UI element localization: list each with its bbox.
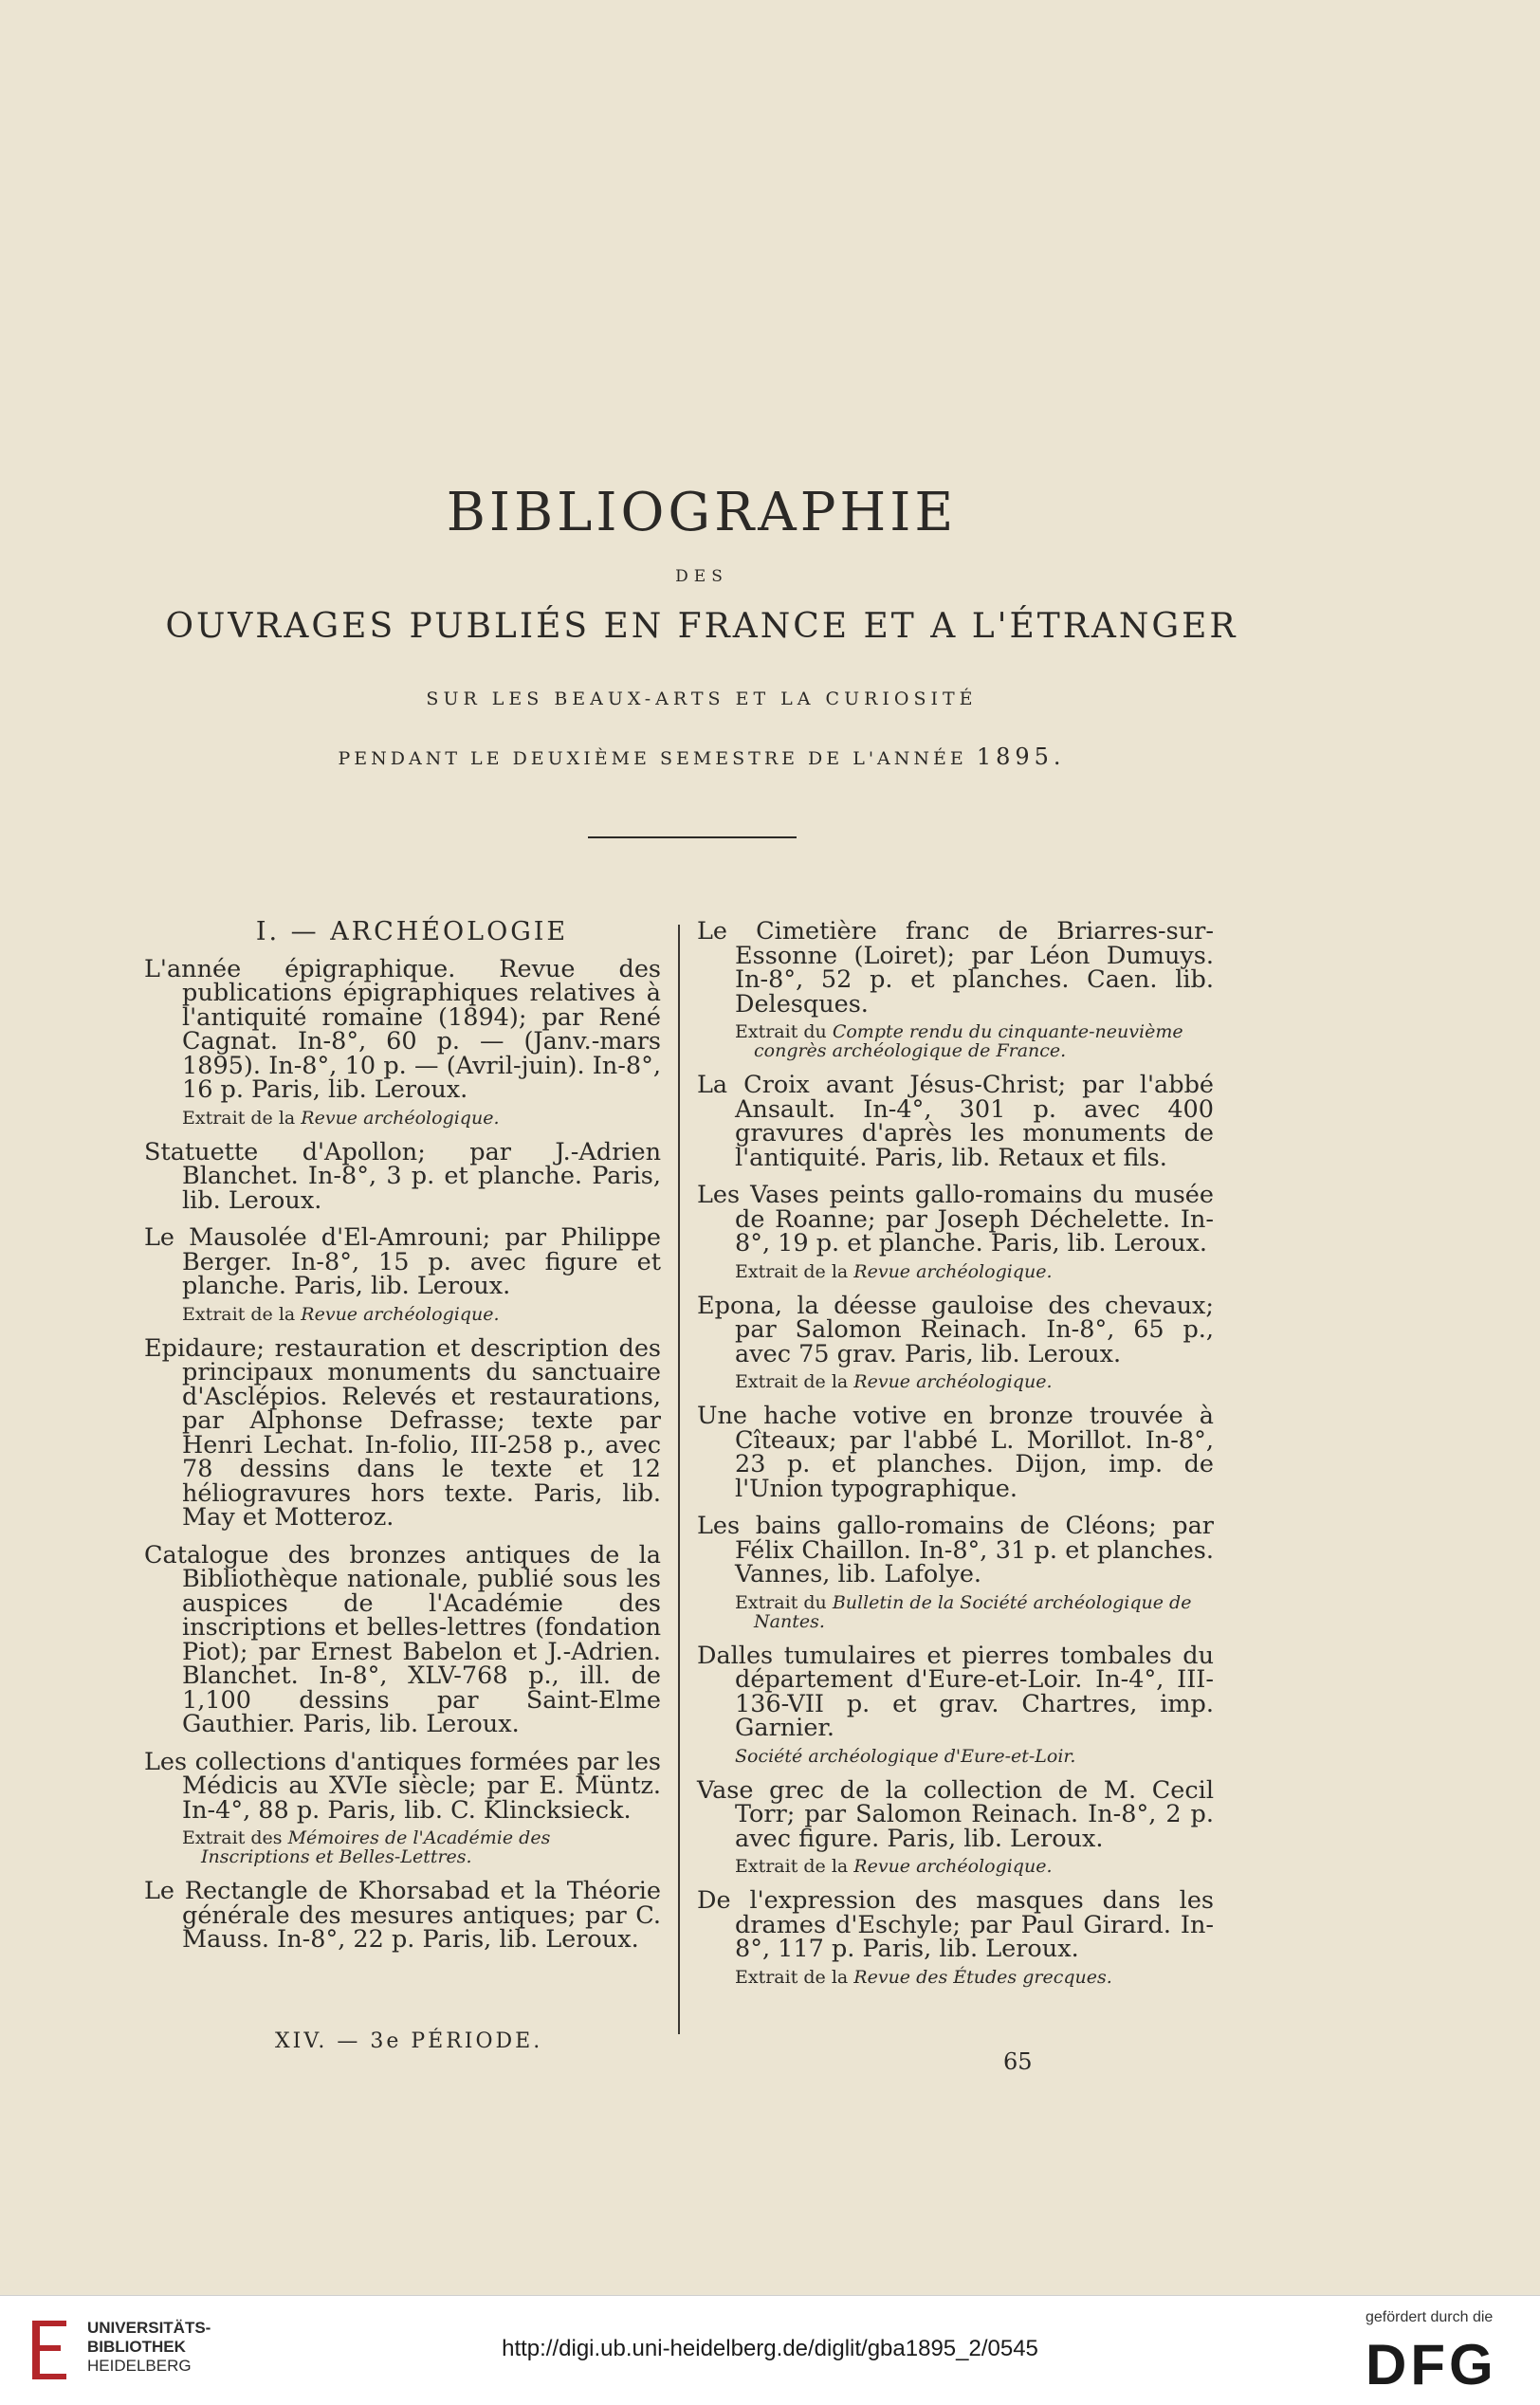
bibliography-entry: La Croix avant Jésus-Christ; par l'abbé Ansault. In-4°, 301 p. avec 400 gravures d'après les monuments de l'antiquité. Paris, lib. Retaux et fils.	[697, 1071, 1214, 1172]
extract-source: Revue archéologique.	[853, 1856, 1053, 1877]
bibliography-entry: Une hache votive en bronze trouvée à Cîteaux; par l'abbé L. Morillot. In-8°, 23 p. et planches. Dijon, imp. de l'Union typographique.	[697, 1402, 1214, 1503]
title-rule	[588, 836, 797, 838]
bibliography-entry: Les bains gallo-romains de Cléons; par Félix Chaillon. In-8°, 31 p. et planches. Vannes, lib. Lafolye.	[697, 1512, 1214, 1588]
viewer-bar	[0, 2295, 1540, 2405]
bibliography-entry: De l'expression des masques dans les drames d'Eschyle; par Paul Girard. In-8°, 117 p. Paris, lib. Leroux.	[697, 1886, 1214, 1963]
extract-source: Compte rendu du cinquante-neuvième congrès archéologique de France.	[754, 1021, 1183, 1061]
bibliography-entry: Statuette d'Apollon; par J.-Adrien Blanchet. In-8°, 3 p. et planche. Paris, lib. Leroux.	[144, 1137, 661, 1215]
extract-source: Bulletin de la Société archéologique de Nantes.	[754, 1591, 1192, 1632]
bibliography-entry: Epidaure; restauration et description des principaux monuments du sanctuaire d'Asclépios. Relevés et restaurations, par Alphonse Defrasse; texte par Henri Lechat. In-folio, III-258 p., avec 78 dessins dans le texte et 12 héliogravures hors texte. Paris, lib. May et Motteroz.	[144, 1333, 661, 1532]
title-des: DES	[675, 567, 728, 586]
extract-note	[697, 1747, 1214, 1766]
extract-source: Revue archéologique.	[301, 1303, 500, 1325]
extract-prefix: Extrait de la	[735, 1966, 854, 1988]
extract-note	[144, 1305, 661, 1324]
extract-prefix: Extrait de la	[735, 1260, 854, 1282]
period-year: 1895.	[976, 744, 1066, 770]
topic-line: SUR LES BEAUX-ARTS ET LA CURIOSITÉ	[426, 688, 978, 709]
bibliography-entry: Les Vases peints gallo-romains du musée de Roanne; par Joseph Déchelette. In-8°, 19 p. et planche. Paris, lib. Leroux.	[697, 1181, 1214, 1258]
extract-note	[697, 1262, 1214, 1281]
bibliography-entry: Catalogue des bronzes antiques de la Bibliothèque nationale, publié sous les auspices de l'Académie des inscriptions et belles-lettres (fondation Piot); par Ernest Babelon et J.-Adrien. Blanchet. In-8°, XLV-768 p., ill. de 1,100 dessins par Saint-Elme Gauthier. Paris, lib. Leroux.	[144, 1540, 661, 1738]
right-entries	[697, 917, 1214, 1988]
extract-prefix: Extrait du	[735, 1021, 833, 1042]
bibliography-entry: Vase grec de la collection de M. Cecil Torr; par Salomon Reinach. In-8°, 2 p. avec figure. Paris, lib. Leroux.	[697, 1775, 1214, 1853]
bibliography-entry: Le Mausolée d'El-Amrouni; par Philippe Berger. In-8°, 15 p. avec figure et planche. Paris, lib. Leroux.	[144, 1223, 661, 1300]
extract-note	[697, 1593, 1214, 1631]
page-subtitle: OUVRAGES PUBLIÉS EN FRANCE ET A L'ÉTRANGER	[165, 607, 1238, 646]
extract-source: Mémoires de l'Académie des Inscriptions et Belles-Lettres.	[201, 1827, 551, 1867]
bibliography-entry: Le Cimetière franc de Briarres-sur-Essonne (Loiret); par Léon Dumuys. In-8°, 52 p. et planches. Caen. lib. Delesques.	[697, 917, 1214, 1019]
extract-prefix: Extrait de la	[735, 1371, 854, 1392]
extract-prefix: Extrait du	[735, 1591, 833, 1613]
extract-source: Revue archéologique.	[853, 1260, 1053, 1282]
bibliography-entry: Le Rectangle de Khorsabad et la Théorie générale des mesures antiques; par C. Mauss. In-8°, 22 p. Paris, lib. Leroux.	[144, 1877, 661, 1954]
page-title: BIBLIOGRAPHIE	[446, 482, 958, 543]
extract-note	[144, 1109, 661, 1128]
left-column	[144, 917, 661, 1966]
sponsor-text: gefördert durch die	[1366, 2309, 1494, 2325]
bibliography-entry: Epona, la déesse gauloise des chevaux; par Salomon Reinach. In-8°, 65 p., avec 75 grav. Paris, lib. Leroux.	[697, 1291, 1214, 1368]
right-column	[697, 917, 1214, 2000]
dfg-logo: DFG	[1366, 2333, 1497, 2396]
extract-note	[144, 1828, 661, 1866]
bibliography-entry: L'année épigraphique. Revue des publications épigraphiques relatives à l'antiquité romaine (1894); par René Cagnat. In-8°, 60 p. — (Janv.-mars 1895). In-8°, 10 p. — (Avril-juin). In-8°, 16 p. Paris, lib. Leroux.	[144, 954, 661, 1104]
extract-note	[697, 1968, 1214, 1987]
extract-note	[697, 1372, 1214, 1391]
signature-mark: XIV. — 3e PÉRIODE.	[275, 2029, 543, 2053]
extract-note	[697, 1022, 1214, 1060]
bibliography-entry: Les collections d'antiques formées par les Médicis au XVIe siècle; par E. Müntz. In-4°, 88 p. Paris, lib. C. Klincksieck.	[144, 1747, 661, 1825]
left-entries	[144, 954, 661, 1954]
period-line	[0, 744, 1403, 770]
extract-prefix: Extrait de la	[182, 1107, 302, 1129]
extract-prefix: Extrait des	[182, 1827, 288, 1848]
column-divider	[678, 925, 680, 2034]
bibliography-entry: Dalles tumulaires et pierres tombales du département d'Eure-et-Loir. In-4°, III-136-VII p. et grav. Chartres, imp. Garnier.	[697, 1641, 1214, 1742]
extract-source: Revue archéologique.	[301, 1107, 500, 1129]
library-name-line2: BIBLIOTHEK	[87, 2338, 186, 2356]
library-name-line3: HEIDELBERG	[87, 2357, 192, 2375]
section-heading: I. — ARCHÉOLOGIE	[255, 917, 569, 946]
page-number: 65	[1003, 2048, 1033, 2075]
permalink[interactable]: http://digi.ub.uni-heidelberg.de/diglit/gba1895_2/0545	[502, 2336, 1038, 2361]
extract-source: Revue archéologique.	[853, 1371, 1053, 1392]
extract-note	[697, 1857, 1214, 1876]
extract-source: Société archéologique d'Eure-et-Loir.	[735, 1745, 1076, 1767]
period-text: PENDANT LE DEUXIÈME SEMESTRE DE L'ANNÉE	[338, 748, 967, 769]
extract-prefix: Extrait de la	[735, 1856, 854, 1877]
extract-prefix: Extrait de la	[182, 1303, 302, 1325]
library-name-line1: UNIVERSITÄTS-	[87, 2319, 211, 2337]
extract-source: Revue des Études grecques.	[853, 1966, 1112, 1988]
